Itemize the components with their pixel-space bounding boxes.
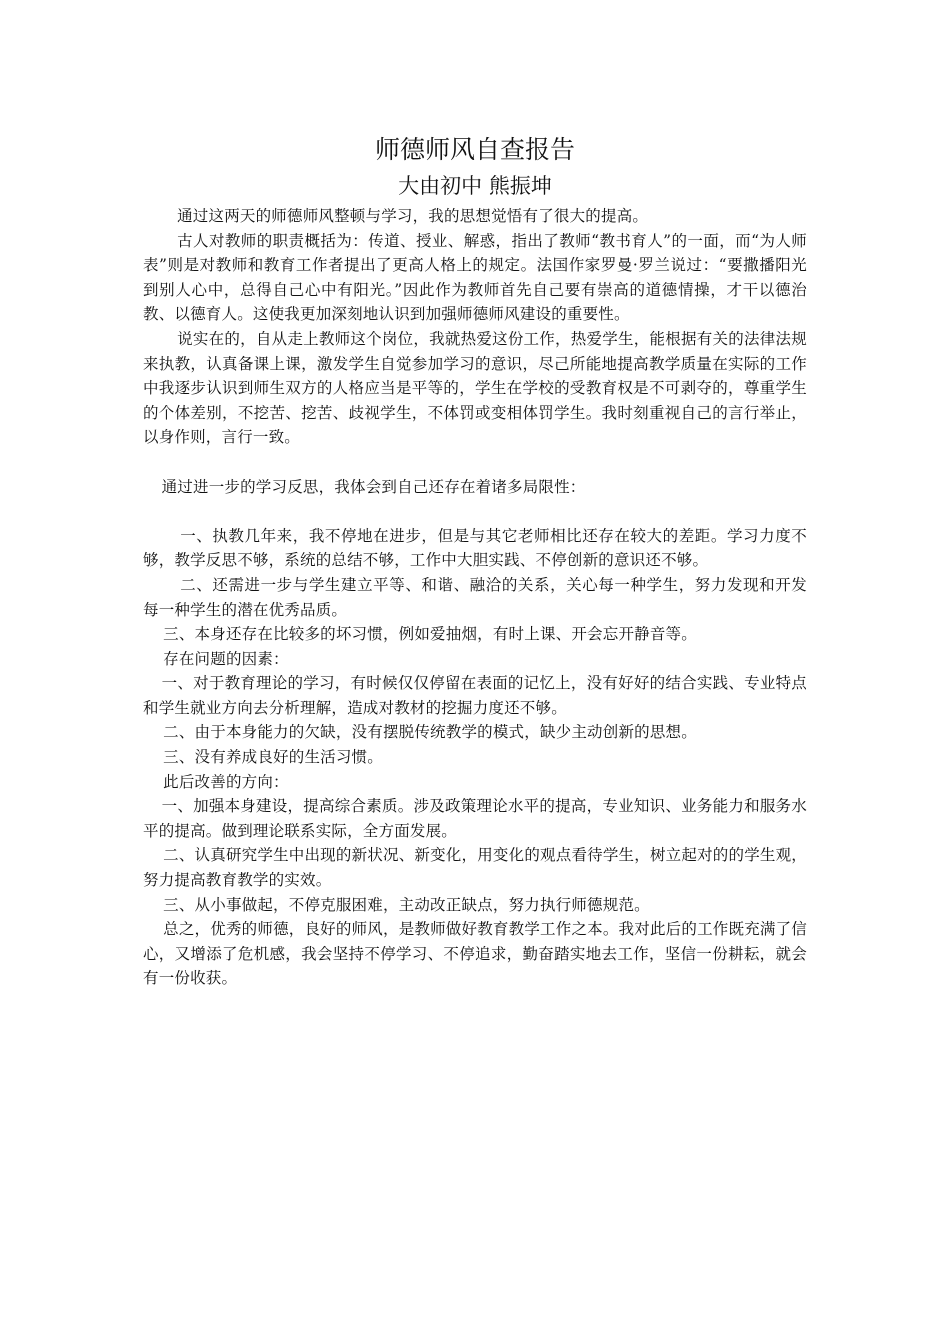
section-heading-causes: 存在问题的因素： xyxy=(163,649,289,668)
list-item-improvement-3: 三、从小事做起，不停克服困难，主动改正缺点，努力执行师德规范。 xyxy=(163,895,650,914)
paragraph-intro: 通过这两天的师德师风整顿与学习，我的思想觉悟有了很大的提高。 xyxy=(177,207,649,225)
blank-line xyxy=(143,450,807,475)
section-heading-improvement: 此后改善的方向： xyxy=(163,772,289,791)
blank-line xyxy=(143,499,807,524)
paragraph-conclusion: 总之，优秀的师德，良好的师风，是教师做好教育教学工作之本。我对此后的工作既充满了信心，又增添了危机感，我会坚持不停学习、不停追求，勤奋踏实地去工作，坚信一份耕耘，就会有一份收获。 xyxy=(143,920,807,988)
list-item-cause-2: 二、由于本身能力的欠缺，没有摆脱传统教学的模式，缺少主动创新的思想。 xyxy=(163,723,697,742)
document-author: 大由初中 熊振坤 xyxy=(398,174,552,198)
list-item-cause-1: 一、对于教育理论的学习，有时候仅仅停留在表面的记忆上，没有好好的结合实践、专业特点和学生就业方向去分析理解，造成对教材的挖掘力度还不够。 xyxy=(143,674,807,717)
document-page xyxy=(143,130,807,991)
document-title: 师德师风自查报告 xyxy=(374,135,575,164)
list-item-shortcoming-3: 三、本身还存在比较多的坏习惯，例如爱抽烟，有时上课、开会忘开静音等。 xyxy=(163,625,697,644)
paragraph-practice: 说实在的，自从走上教师这个岗位，我就热爱这份工作，热爱学生，能根据有关的法律法规来执教，认真备课上课，激发学生自觉参加学习的意识，尽己所能地提高教学质量在实际的工作中我逐步认识到师生双方的人格应当是平等的，学生在学校的受教育权是不可剥夺的，尊重学生的个体差别，不挖苦、挖苦、歧视学生，不体罚或变相体罚学生。我时刻重视自己的言行举止，以身作则，言行一致。 xyxy=(143,329,807,447)
list-item-shortcoming-2: 二、还需进一步与学生建立平等、和谐、融洽的关系，关心每一种学生，努力发现和开发每一种学生的潜在优秀品质。 xyxy=(143,575,807,619)
list-item-cause-3: 三、没有养成良好的生活习惯。 xyxy=(163,748,383,767)
paragraph-ancient-duty: 古人对教师的职责概括为：传道、授业、解惑，指出了教师“教书育人”的一面，而“为人师表”则是对教师和教育工作者提出了更高人格上的规定。法国作家罗曼·罗兰说过：“要撒播阳光到别人心中，总得自己心中有阳光。”因此作为教师首先自己要有崇高的道德情操，才干以德治教、以德育人。这使我更加深刻地认识到加强师德师风建设的重要性。 xyxy=(143,231,807,324)
list-item-improvement-2: 二、认真研究学生中出现的新状况、新变化，用变化的观点看待学生，树立起对的的学生观，努力提高教育教学的实效。 xyxy=(143,846,807,890)
list-item-improvement-1: 一、加强本身建设，提高综合素质。涉及政策理论水平的提高，专业知识、业务能力和服务水平的提高。做到理论联系实际，全方面发展。 xyxy=(143,797,807,840)
list-item-shortcoming-1: 一、执教几年来，我不停地在进步，但是与其它老师相比还存在较大的差距。学习力度不够，教学反思不够，系统的总结不够，工作中大胆实践、不停创新的意识还不够。 xyxy=(143,526,807,570)
paragraph-reflection: 通过进一步的学习反思，我体会到自己还存在着诸多局限性： xyxy=(161,477,586,496)
